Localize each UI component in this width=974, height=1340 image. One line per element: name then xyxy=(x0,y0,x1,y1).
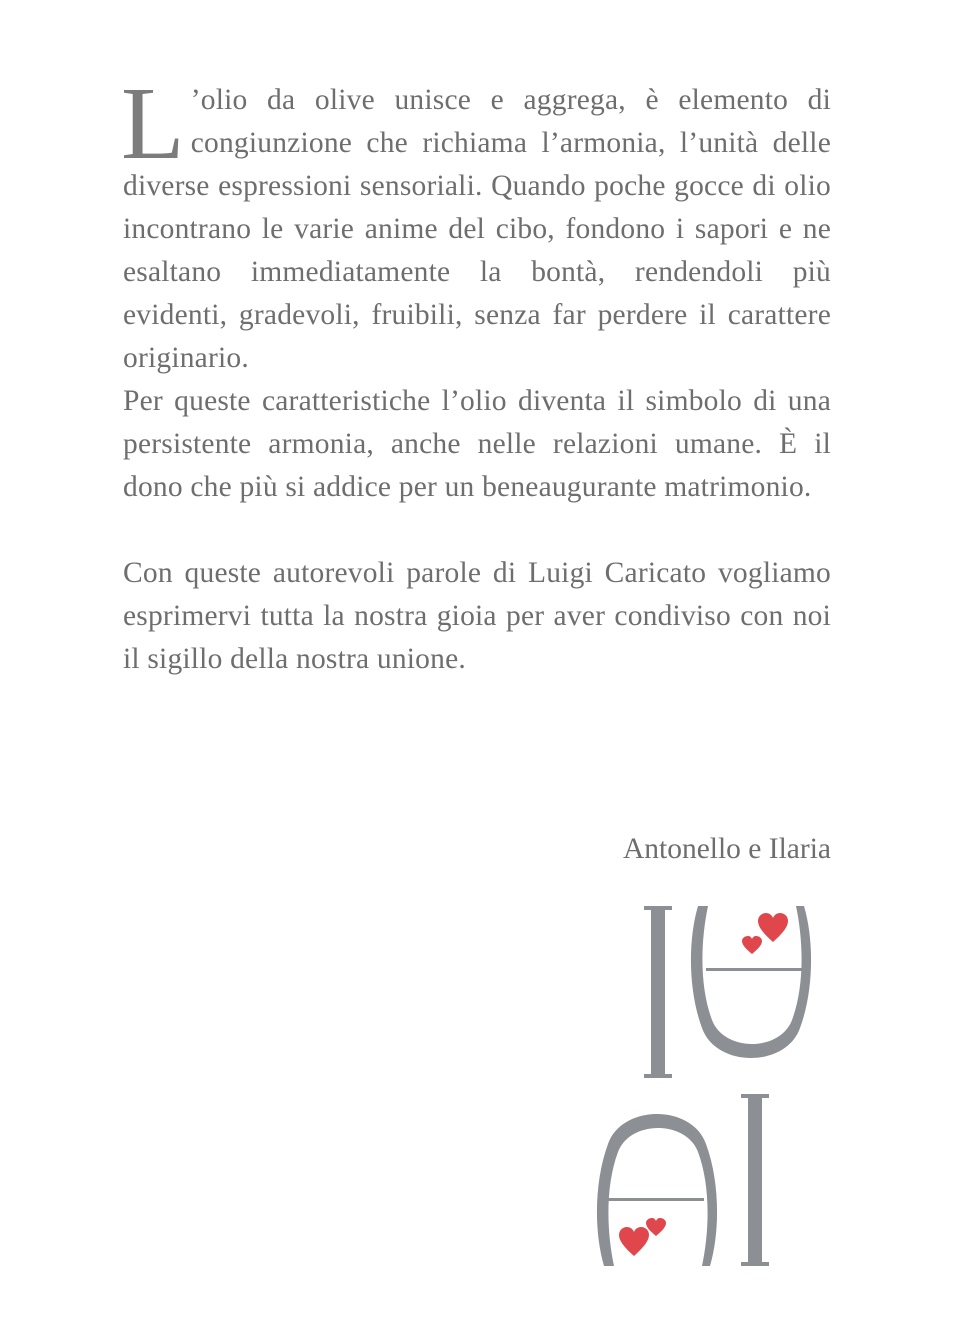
heart-icon xyxy=(742,936,762,954)
paragraph-thanks: Con queste autorevoli parole di Luigi Caricato vogliamo esprimervi tutta la nostra gioia per aver condiviso con noi il sigillo della nostra unione. xyxy=(123,557,831,675)
lower-glass-stem-bottom xyxy=(741,1262,769,1266)
wedding-glasses-hearts-icon xyxy=(590,900,820,1272)
signature: Antonello e Ilaria xyxy=(622,833,831,865)
heart-icon xyxy=(646,1218,666,1236)
paragraph-intro xyxy=(121,66,831,380)
drop-cap: L xyxy=(121,66,185,181)
upper-glass-stem-top xyxy=(644,906,672,910)
lower-glass-stem-top xyxy=(741,1094,769,1098)
upper-glass-stem-bottom xyxy=(644,1074,672,1078)
paragraph-symbol: Per queste caratteristiche l’olio diventa il simbolo di una persistente armonia, anche nelle relazioni umane. È il dono che più si addice per un beneaugurante matrimonio. xyxy=(123,385,831,503)
letter-body xyxy=(121,66,831,681)
lower-glass-wine-line xyxy=(608,1198,704,1201)
lower-glass-stem xyxy=(748,1094,762,1266)
heart-icon xyxy=(619,1227,649,1256)
upper-glass-wine-line xyxy=(706,968,802,971)
paragraph-intro-text: ’olio da olive unisce e aggrega, è elemento di congiunzione che richiama l’armonia, l’unità delle diverse espressioni sensoriali. Quando poche gocce di olio incontrano le varie anime del cibo, fondono i sapori e ne esaltano immediatamente la bontà, rendendoli più evidenti, gradevoli, fruibili, senza far perdere il carattere originario. xyxy=(123,84,831,374)
lower-glass-bowl xyxy=(597,1114,717,1266)
upper-glass-bowl xyxy=(691,906,811,1058)
upper-glass-stem xyxy=(651,906,665,1078)
heart-icon xyxy=(758,913,788,942)
